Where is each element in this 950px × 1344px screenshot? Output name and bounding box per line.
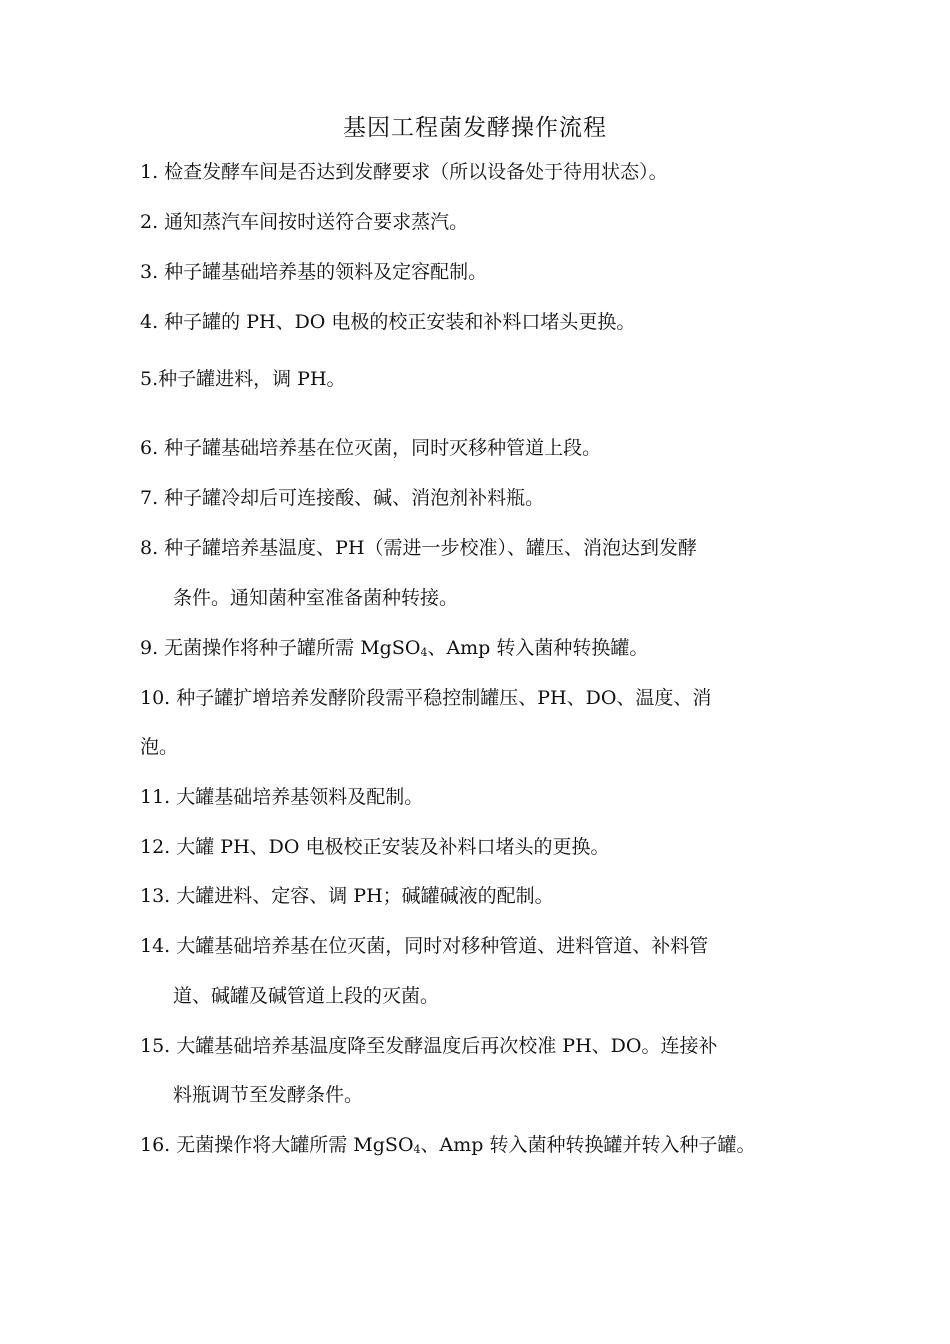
step-text: 大罐基础培养基领料及配制。	[176, 786, 424, 808]
subscript: 4	[420, 646, 428, 659]
step-number: 8.	[140, 537, 165, 559]
step-number: 7.	[140, 487, 165, 509]
step-number: 5.	[140, 368, 159, 390]
step-14	[140, 921, 830, 971]
step-number: 10.	[140, 687, 177, 709]
step-2	[140, 197, 830, 247]
step-6	[140, 423, 830, 473]
step-text: 种子罐扩增培养发酵阶段需平稳控制罐压、PH、DO、温度、消	[176, 687, 712, 709]
step-text: 、Amp 转入菌种转换罐并转入种子罐。	[420, 1134, 756, 1156]
step-14-continuation: 道、碱罐及碱管道上段的灭菌。	[173, 985, 440, 1007]
subscript: 4	[413, 1143, 421, 1156]
step-8-continuation: 条件。通知菌种室准备菌种转接。	[173, 587, 459, 609]
step-1	[140, 147, 830, 197]
step-text: 大罐进料、定容、调 PH；碱罐碱液的配制。	[176, 885, 554, 907]
step-4	[140, 297, 830, 347]
step-text: 、Amp 转入菌种转换罐。	[427, 637, 649, 659]
step-text: 无菌操作将大罐所需 MgSO	[176, 1134, 414, 1156]
step-number: 13.	[140, 885, 177, 907]
step-text: 种子罐基础培养基在位灭菌，同时灭移种管道上段。	[164, 437, 602, 459]
step-3	[140, 247, 830, 297]
step-number: 9.	[140, 637, 165, 659]
step-number: 6.	[140, 437, 165, 459]
step-15-continuation: 料瓶调节至发酵条件。	[173, 1084, 364, 1106]
document-title: 基因工程菌发酵操作流程	[343, 115, 607, 141]
step-5	[140, 354, 830, 404]
step-number: 11.	[140, 786, 177, 808]
step-text: 大罐 PH、DO 电极校正安装及补料口堵头的更换。	[176, 836, 610, 858]
step-number: 2.	[140, 211, 165, 233]
step-text: 种子罐冷却后可连接酸、碱、消泡剂补料瓶。	[164, 487, 545, 509]
step-number: 15.	[140, 1035, 177, 1057]
step-9	[140, 623, 830, 678]
step-13	[140, 871, 830, 921]
step-number: 3.	[140, 261, 165, 283]
step-12	[140, 822, 830, 872]
step-10-continuation: 泡。	[140, 736, 179, 758]
step-10	[140, 673, 830, 723]
step-text: 种子罐的 PH、DO 电极的校正安装和补料口堵头更换。	[164, 311, 636, 333]
step-number: 16.	[140, 1134, 177, 1156]
step-15	[140, 1021, 830, 1071]
step-text: 大罐基础培养基在位灭菌，同时对移种管道、进料管道、补料管	[176, 935, 709, 957]
step-text: 种子罐培养基温度、PH（需进一步校准）、罐压、消泡达到发酵	[164, 537, 698, 559]
step-text: 无菌操作将种子罐所需 MgSO	[164, 637, 421, 659]
step-text: 大罐基础培养基温度降至发酵温度后再次校准 PH、DO。连接补	[176, 1035, 718, 1057]
step-number: 4.	[140, 311, 165, 333]
step-text: 检查发酵车间是否达到发酵要求（所以设备处于待用状态）。	[164, 161, 668, 183]
step-number: 14.	[140, 935, 177, 957]
step-7	[140, 473, 830, 523]
step-16	[140, 1120, 830, 1175]
step-number: 12.	[140, 836, 177, 858]
step-11	[140, 772, 830, 822]
step-number: 1.	[140, 161, 165, 183]
step-text: 种子罐进料，调 PH。	[158, 368, 346, 390]
step-text: 种子罐基础培养基的领料及定容配制。	[164, 261, 488, 283]
step-8	[140, 523, 830, 573]
step-text: 通知蒸汽车间按时送符合要求蒸汽。	[164, 211, 469, 233]
